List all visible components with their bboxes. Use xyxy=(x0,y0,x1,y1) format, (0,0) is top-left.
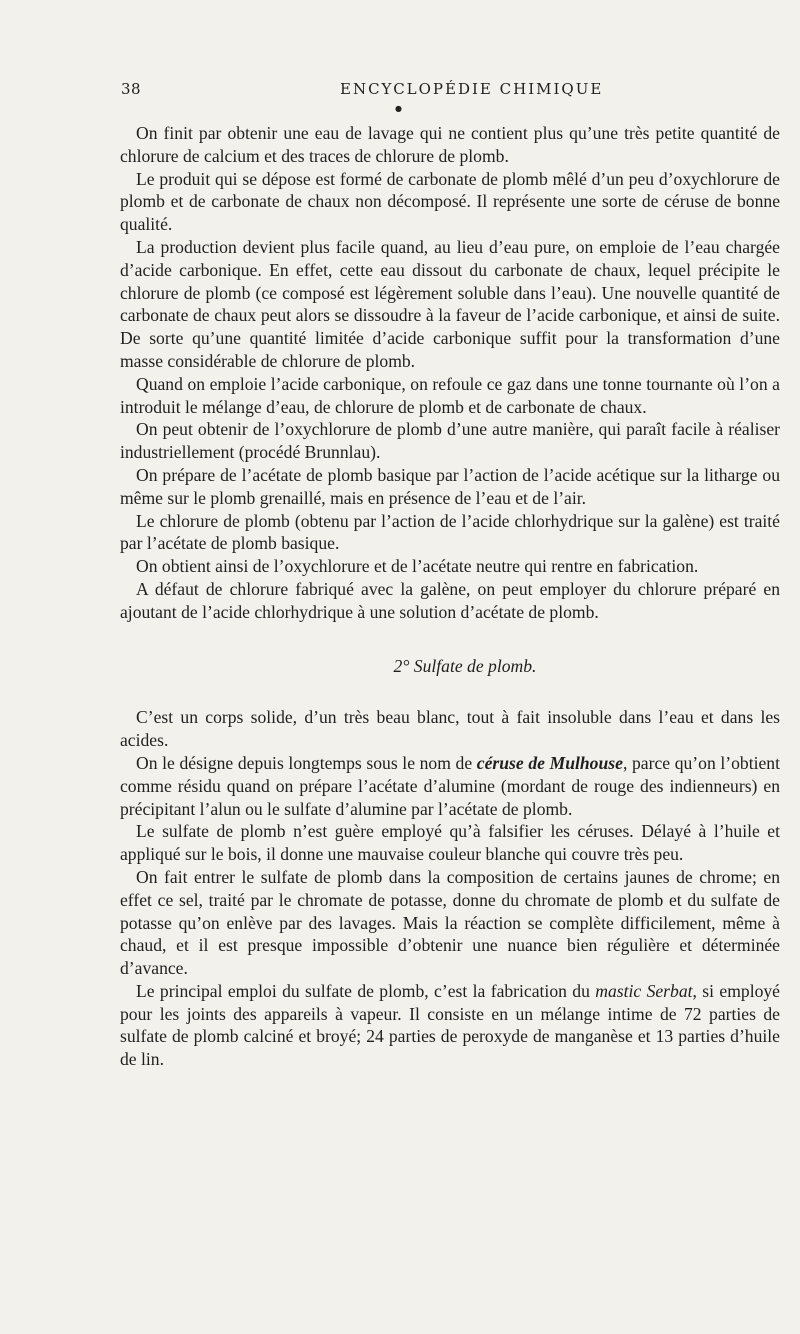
paragraph: On prépare de l’acétate de plomb basique par l’action de l’acide acétique sur la litharge ou même sur le plomb grenaillé, mais en présence de l’eau et de l’air. xyxy=(120,464,780,508)
paragraph: A défaut de chlorure fabriqué avec la galène, on peut employer du chlorure préparé en ajoutant de l’acide chlorhydrique à une solution d’acétate de plomb. xyxy=(120,578,780,622)
running-title: ENCYCLOPÉDIE CHIMIQUE xyxy=(340,80,604,98)
body-text xyxy=(120,122,780,1071)
paragraph xyxy=(120,752,780,820)
paragraph: On obtient ainsi de l’oxychlorure et de l’acétate neutre qui rentre en fabrication. xyxy=(136,556,699,577)
paragraph: Quand on emploie l’acide carbonique, on refoule ce gaz dans une tonne tournante où l’on a introduit le mélange d’eau, de chlorure de plomb et de carbonate de chaux. xyxy=(120,373,780,417)
italic-term: céruse de Mulhouse xyxy=(476,752,623,773)
paragraph: On finit par obtenir une eau de lavage qui ne contient plus qu’une très petite quantité de chlorure de calcium et des traces de chlorure de plomb. xyxy=(120,123,780,166)
page-number: 38 xyxy=(121,80,142,98)
paragraph: On fait entrer le sulfate de plomb dans la composition de certains jaunes de chrome; en effet ce sel, traité par le chromate de potasse, donne du chromate de plomb et du sulfate de potasse qu’on enlève par des lavages. Mais la réaction se complète difficilement, même à chaud, et il est presque impossible d’obtenir une nuance bien régulière et déterminée d’avance. xyxy=(120,866,780,979)
paragraph-text: Le principal emploi du sulfate de plomb, c’est la fabrication du xyxy=(136,980,596,1001)
italic-term: mastic Serbat xyxy=(595,980,693,1001)
paragraph: On peut obtenir de l’oxychlorure de plomb d’une autre manière, qui paraît facile à réaliser industriellement (procédé Brunnlau). xyxy=(120,419,780,463)
paragraph: Le produit qui se dépose est formé de carbonate de plomb mêlé d’un peu d’oxychlorure de plomb et de carbonate de chaux non décomposé. Il représente une sorte de céruse de bonne qualité. xyxy=(120,168,780,235)
section-heading: 2° Sulfate de plomb. xyxy=(393,655,537,676)
paragraph-text: , si employé pour les joints des appareils à vapeur. Il consiste en un mélange intime de 72 parties de sulfate de plomb calciné et broyé; 24 parties de peroxyde de manganèse et 13 parties d’huile de lin. xyxy=(120,980,780,1070)
paragraph: Le chlorure de plomb (obtenu par l’action de l’acide chlorhydrique sur la galène) est traité par l’acétate de plomb basique. xyxy=(120,510,780,554)
paragraph: La production devient plus facile quand, au lieu d’eau pure, on emploie de l’eau chargée d’acide carbonique. En effet, cette eau dissout du carbonate de chaux, lequel précipite le chlorure de plomb (ce composé est légèrement soluble dans l’eau). Une nouvelle quantité de carbonate de chaux peut alors se dissoudre à la faveur de l’acide carbonique, et ainsi de suite. De sorte qu’une quantité limitée d’acide carbonique suffit pour la transformation d’une masse considérable de chlorure de plomb. xyxy=(120,236,780,371)
paragraph: C’est un corps solide, d’un très beau blanc, tout à fait insoluble dans l’eau et dans les acides. xyxy=(120,707,780,751)
paragraph-text: , parce qu’on l’obtient comme résidu quand on prépare l’acétate d’alumine (mordant de rouge des indienneurs) en précipitant l’alun ou le sulfate d’alumine par l’acétate de plomb. xyxy=(120,752,780,819)
paragraph xyxy=(120,980,780,1071)
paragraph-text: On le désigne depuis longtemps sous le nom de xyxy=(136,752,477,773)
ink-mark-icon: ● xyxy=(395,104,402,113)
paragraph: Le sulfate de plomb n’est guère employé qu’à falsifier les céruses. Délayé à l’huile et appliqué sur le bois, il donne une mauvaise couleur blanche qui couvre très peu. xyxy=(120,821,780,865)
